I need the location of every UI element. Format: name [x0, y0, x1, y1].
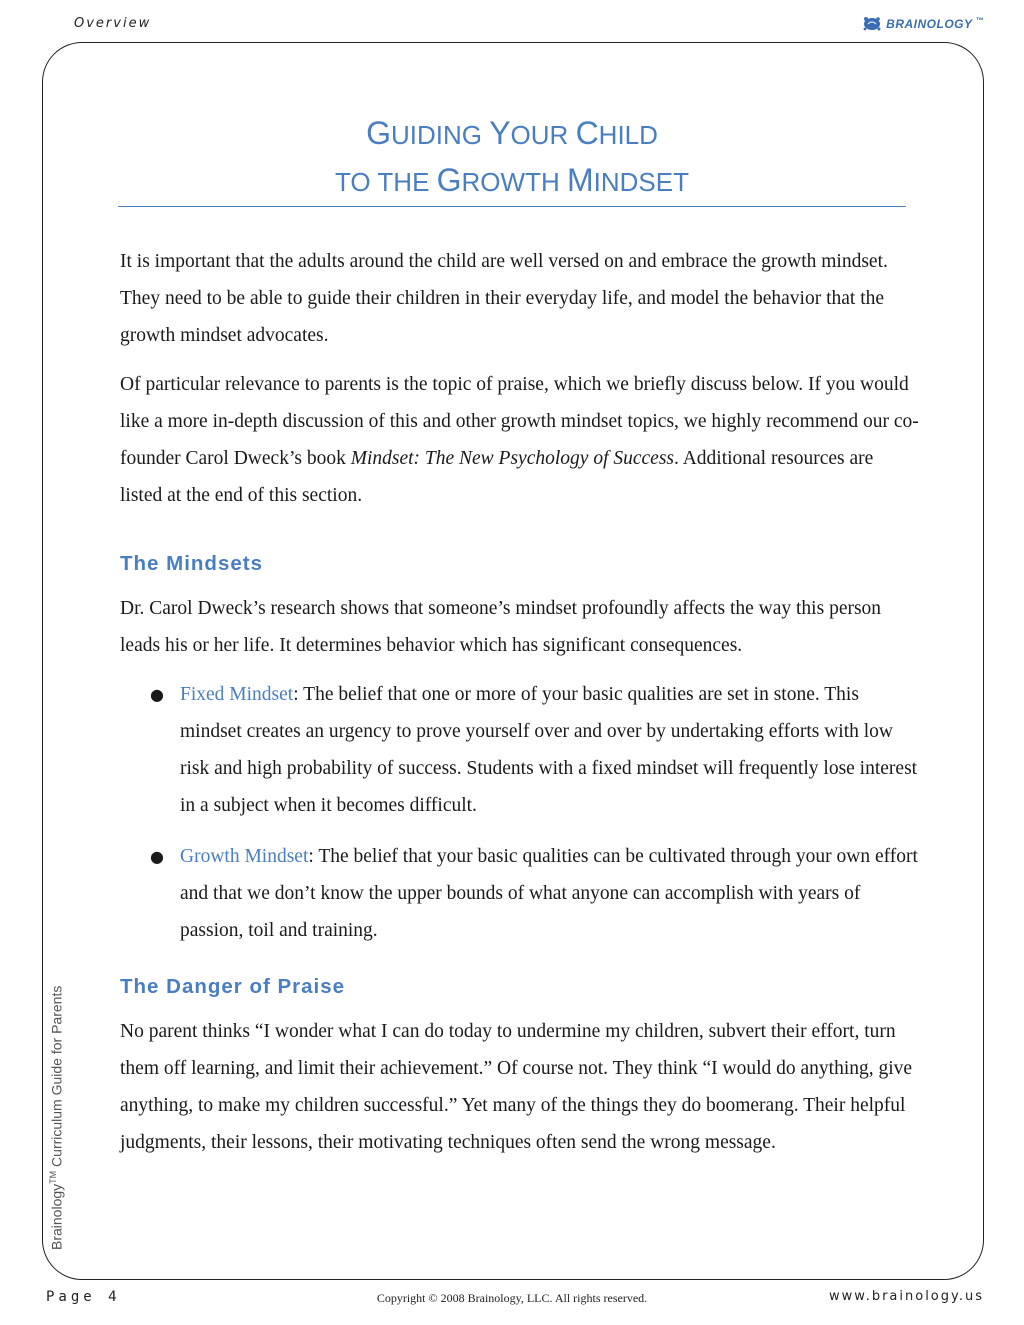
section-heading-mindsets: The Mindsets: [120, 552, 263, 575]
bullet-icon: ●: [150, 847, 164, 866]
title-word: ROWTH: [461, 167, 560, 197]
title-cap: M: [566, 162, 594, 198]
intro-paragraph-1: It is important that the adults around the child are well versed on and embrace the growth mindset. They need to be able to guide their children in their everyday life, and model the behavior that the growth mindset advocates.: [120, 251, 888, 346]
title-word: INDSET: [593, 167, 689, 197]
title-word: TO THE: [335, 167, 430, 197]
side-caption: [48, 986, 65, 1250]
term-separator: :: [308, 846, 314, 867]
title-word: UIDING: [390, 120, 482, 150]
section-label: Overview: [74, 16, 152, 31]
side-brand: Brainology: [48, 1183, 65, 1250]
brain-icon: [861, 15, 883, 33]
logo-trademark: ™: [975, 16, 984, 25]
term-fixed-mindset: Fixed Mindset: [180, 684, 294, 705]
side-trademark: TM: [48, 1170, 58, 1184]
page-number: Page 4: [46, 1289, 121, 1305]
mindsets-paragraph: Dr. Carol Dweck’s research shows that someone’s mindset profoundly affects the way this person leads his or her life. It determines behavior which has significant consequences.: [120, 598, 882, 656]
brainology-logo: [861, 10, 984, 38]
copyright-notice: Copyright © 2008 Brainology, LLC. All rights reserved.: [376, 1291, 648, 1305]
title-word: OUR: [510, 120, 569, 150]
term-growth-mindset: Growth Mindset: [180, 846, 309, 867]
main-content: [120, 243, 920, 1161]
page-title-line-1: [118, 117, 906, 149]
side-rest: Curriculum Guide for Parents: [48, 985, 65, 1171]
mindsets-list: [120, 676, 920, 949]
section-heading-praise: The Danger of Praise: [120, 975, 346, 998]
website-url: www.brainology.us: [828, 1289, 984, 1304]
term-description: The belief that your basic qualities can be cultivated through your own effort and that we don’t know the upper bounds of what anyone can accomplish with years of passion, toil and training.: [180, 846, 918, 941]
term-description: The belief that one or more of your basic qualities are set in stone. This mindset creates an urgency to prove yourself over and over by undertaking efforts with low risk and high probability of success. Students with a fixed mindset will frequently lose interest in a subject when it becomes difficult.: [180, 684, 918, 816]
list-item: [120, 838, 920, 949]
intro-text-end: . Additional resources are listed at the end of this section.: [120, 448, 874, 506]
logo-text: BRAINOLOGY: [886, 17, 973, 31]
page-title-line-2: [118, 164, 906, 196]
term-separator: :: [293, 684, 299, 705]
title-cap: G: [366, 115, 391, 151]
list-item: [120, 676, 920, 824]
title-divider: [118, 206, 906, 207]
intro-paragraph-2: [120, 366, 920, 514]
title-cap: C: [575, 115, 599, 151]
title-word: HILD: [598, 120, 658, 150]
praise-paragraph: No parent thinks “I wonder what I can do today to undermine my children, subvert their effort, turn them off learning, and limit their achievement.” Of course not. They think “I would do anything, give anything, to make my children successful.” Yet many of the things they do boomerang. Their helpful judgments, their lessons, their motivating techniques often send the wrong message.: [120, 1021, 913, 1153]
title-cap: G: [436, 162, 462, 198]
intro-text: Of particular relevance to parents is the topic of praise, which we briefly discuss below. If you would like a more in-depth discussion of this and other growth mindset topics, we highly recommend our co-founder Carol Dweck’s book: [120, 374, 919, 469]
book-title: Mindset: The New Psychology of Success: [350, 448, 675, 469]
title-cap: Y: [489, 115, 511, 151]
bullet-icon: ●: [150, 685, 164, 704]
